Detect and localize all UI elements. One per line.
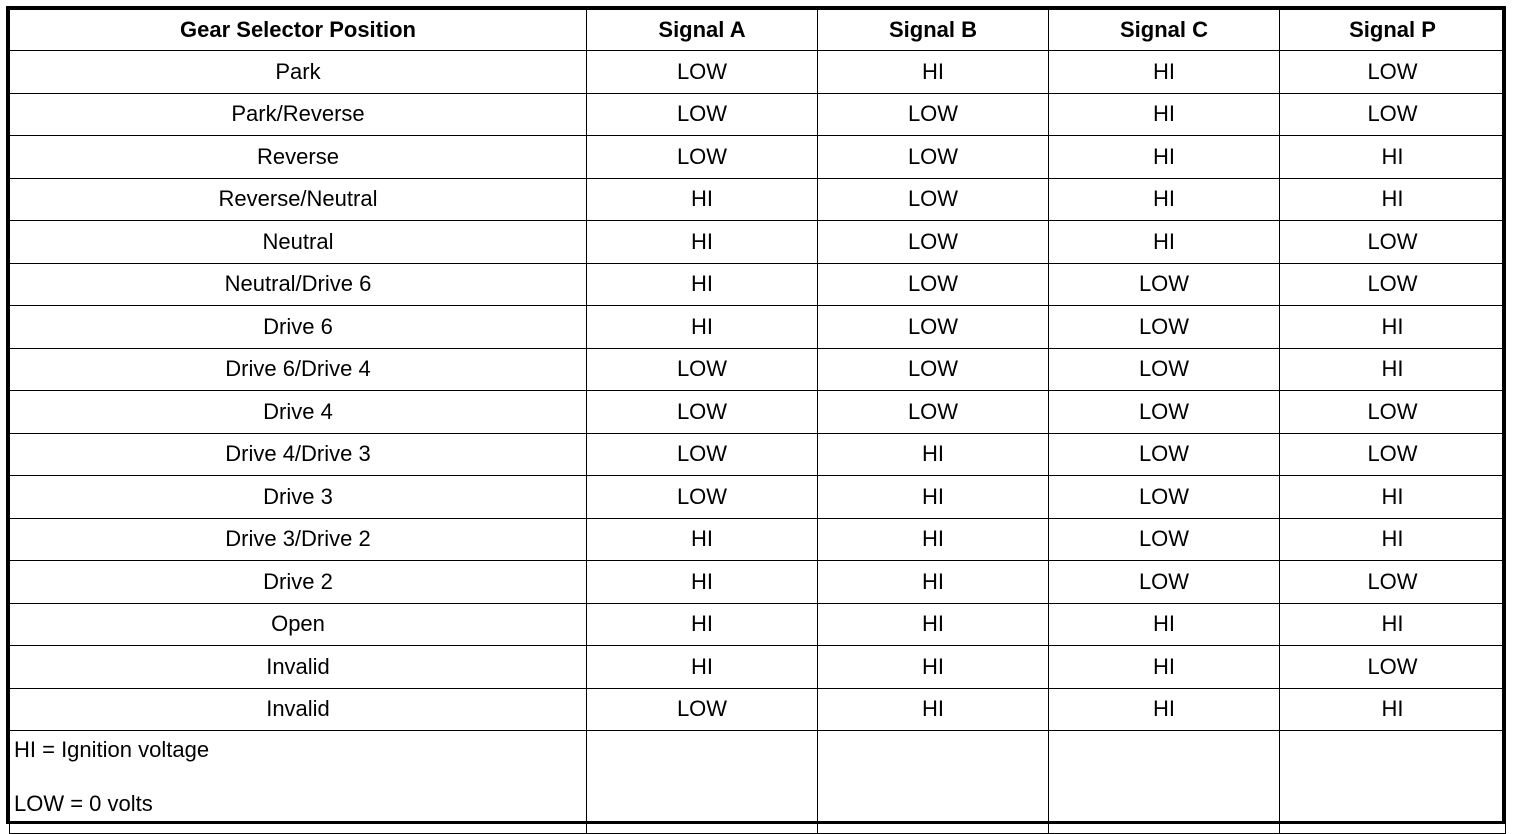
signal-a-cell: LOW xyxy=(587,688,818,731)
header-signal-p: Signal P xyxy=(1280,10,1506,51)
signal-b-cell: LOW xyxy=(818,348,1049,391)
signal-c-cell: LOW xyxy=(1049,391,1280,434)
notes-empty-cell xyxy=(587,731,818,834)
gear-position-cell: Invalid xyxy=(10,688,587,731)
table-row xyxy=(10,391,1506,434)
notes-empty-cell xyxy=(1049,731,1280,834)
signal-p-cell: HI xyxy=(1280,178,1506,221)
gear-position-cell: Drive 6/Drive 4 xyxy=(10,348,587,391)
signal-p-cell: HI xyxy=(1280,306,1506,349)
gear-position-cell: Park xyxy=(10,51,587,94)
legend-hi-note: HI = Ignition voltage xyxy=(14,737,210,762)
notes-empty-cell xyxy=(1280,731,1506,834)
gear-position-cell: Drive 3 xyxy=(10,476,587,519)
gear-position-cell: Drive 6 xyxy=(10,306,587,349)
signal-b-cell: HI xyxy=(818,518,1049,561)
signal-p-cell: HI xyxy=(1280,688,1506,731)
signal-b-cell: LOW xyxy=(818,93,1049,136)
table-row xyxy=(10,688,1506,731)
signal-a-cell: HI xyxy=(587,221,818,264)
table-row xyxy=(10,476,1506,519)
signal-c-cell: HI xyxy=(1049,603,1280,646)
signal-c-cell: HI xyxy=(1049,93,1280,136)
gear-position-cell: Invalid xyxy=(10,646,587,689)
signal-a-cell: HI xyxy=(587,603,818,646)
gear-selector-signal-table xyxy=(9,9,1506,834)
signal-b-cell: HI xyxy=(818,51,1049,94)
table-row xyxy=(10,136,1506,179)
signal-c-cell: HI xyxy=(1049,51,1280,94)
signal-b-cell: LOW xyxy=(818,306,1049,349)
gear-position-cell: Neutral xyxy=(10,221,587,264)
table-header-row xyxy=(10,10,1506,51)
signal-b-cell: LOW xyxy=(818,221,1049,264)
signal-a-cell: HI xyxy=(587,561,818,604)
gear-position-cell: Drive 3/Drive 2 xyxy=(10,518,587,561)
signal-b-cell: HI xyxy=(818,603,1049,646)
header-gear-selector-position: Gear Selector Position xyxy=(10,10,587,51)
table-row xyxy=(10,263,1506,306)
signal-a-cell: HI xyxy=(587,518,818,561)
signal-b-cell: HI xyxy=(818,433,1049,476)
signal-c-cell: LOW xyxy=(1049,476,1280,519)
signal-a-cell: LOW xyxy=(587,348,818,391)
signal-b-cell: HI xyxy=(818,561,1049,604)
signal-c-cell: HI xyxy=(1049,221,1280,264)
signal-a-cell: HI xyxy=(587,646,818,689)
table-row xyxy=(10,603,1506,646)
gear-position-cell: Park/Reverse xyxy=(10,93,587,136)
signal-b-cell: LOW xyxy=(818,391,1049,434)
legend-notes xyxy=(10,731,587,834)
header-signal-c: Signal C xyxy=(1049,10,1280,51)
notes-row xyxy=(10,731,1506,834)
signal-a-cell: HI xyxy=(587,306,818,349)
signal-c-cell: LOW xyxy=(1049,561,1280,604)
signal-c-cell: LOW xyxy=(1049,348,1280,391)
signal-p-cell: LOW xyxy=(1280,51,1506,94)
signal-c-cell: LOW xyxy=(1049,306,1280,349)
gear-selector-signal-table-container xyxy=(6,6,1506,824)
signal-a-cell: HI xyxy=(587,178,818,221)
table-row xyxy=(10,93,1506,136)
signal-p-cell: LOW xyxy=(1280,221,1506,264)
table-row xyxy=(10,518,1506,561)
signal-a-cell: LOW xyxy=(587,93,818,136)
gear-position-cell: Reverse/Neutral xyxy=(10,178,587,221)
signal-a-cell: LOW xyxy=(587,51,818,94)
signal-b-cell: HI xyxy=(818,476,1049,519)
signal-b-cell: LOW xyxy=(818,136,1049,179)
legend-low-note: LOW = 0 volts xyxy=(14,791,153,816)
signal-p-cell: LOW xyxy=(1280,93,1506,136)
signal-a-cell: LOW xyxy=(587,391,818,434)
signal-a-cell: LOW xyxy=(587,433,818,476)
signal-p-cell: LOW xyxy=(1280,263,1506,306)
signal-p-cell: LOW xyxy=(1280,561,1506,604)
gear-position-cell: Reverse xyxy=(10,136,587,179)
signal-b-cell: HI xyxy=(818,646,1049,689)
table-row xyxy=(10,348,1506,391)
signal-c-cell: LOW xyxy=(1049,518,1280,561)
gear-position-cell: Open xyxy=(10,603,587,646)
table-row xyxy=(10,646,1506,689)
signal-p-cell: LOW xyxy=(1280,391,1506,434)
table-row xyxy=(10,221,1506,264)
signal-p-cell: HI xyxy=(1280,603,1506,646)
header-signal-a: Signal A xyxy=(587,10,818,51)
signal-p-cell: HI xyxy=(1280,136,1506,179)
signal-c-cell: HI xyxy=(1049,646,1280,689)
table-row xyxy=(10,306,1506,349)
signal-b-cell: LOW xyxy=(818,263,1049,306)
notes-empty-cell xyxy=(818,731,1049,834)
signal-a-cell: LOW xyxy=(587,136,818,179)
signal-p-cell: HI xyxy=(1280,348,1506,391)
signal-c-cell: LOW xyxy=(1049,433,1280,476)
gear-position-cell: Drive 4 xyxy=(10,391,587,434)
table-row xyxy=(10,561,1506,604)
signal-b-cell: LOW xyxy=(818,178,1049,221)
signal-c-cell: HI xyxy=(1049,178,1280,221)
gear-position-cell: Drive 2 xyxy=(10,561,587,604)
signal-a-cell: LOW xyxy=(587,476,818,519)
signal-c-cell: HI xyxy=(1049,136,1280,179)
gear-position-cell: Neutral/Drive 6 xyxy=(10,263,587,306)
signal-p-cell: HI xyxy=(1280,476,1506,519)
signal-c-cell: LOW xyxy=(1049,263,1280,306)
signal-b-cell: HI xyxy=(818,688,1049,731)
table-row xyxy=(10,433,1506,476)
signal-a-cell: HI xyxy=(587,263,818,306)
signal-p-cell: LOW xyxy=(1280,646,1506,689)
header-signal-b: Signal B xyxy=(818,10,1049,51)
signal-p-cell: LOW xyxy=(1280,433,1506,476)
signal-c-cell: HI xyxy=(1049,688,1280,731)
gear-position-cell: Drive 4/Drive 3 xyxy=(10,433,587,476)
table-row xyxy=(10,178,1506,221)
signal-p-cell: HI xyxy=(1280,518,1506,561)
table-row xyxy=(10,51,1506,94)
